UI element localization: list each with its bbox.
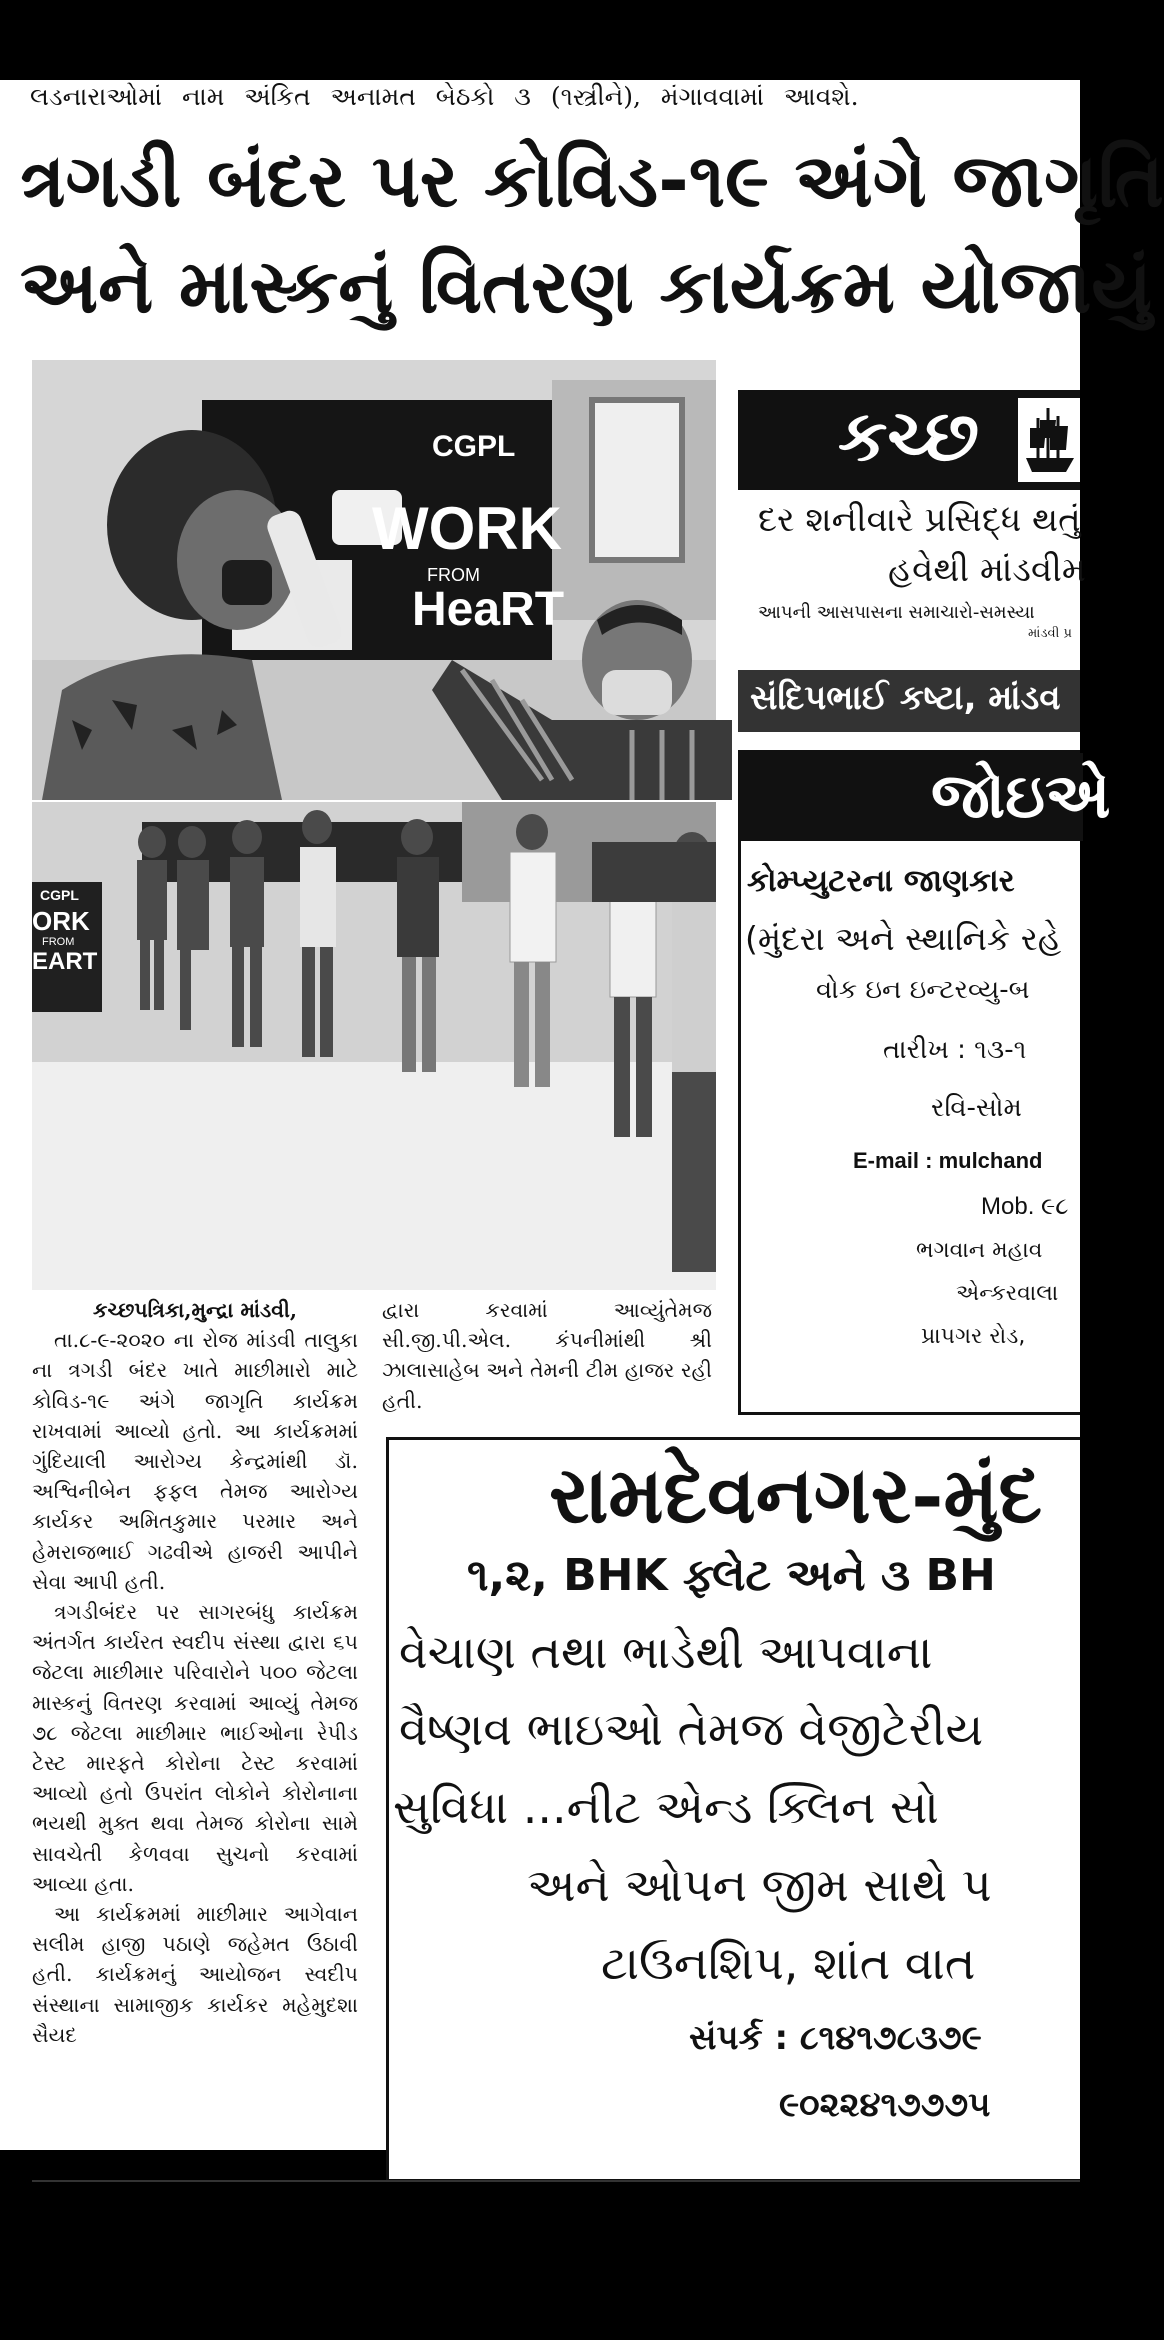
photo-mask-distribution-image [32, 802, 716, 1290]
poster-2-line-2: FROM [42, 936, 75, 948]
newspaper-page [0, 80, 1164, 2150]
article-paragraph-4: દ્વારા કરવામાં આવ્યુંતેમજ સી.જી.પી.એલ. કંપનીમાંથી શ્રી ઝાલાસાહેબ અને તેમની ટીમ હાજર રહી હતી. [382, 1298, 712, 1413]
job-line-2: (મુંદરા અને સ્થાનિકે રહે [745, 919, 1062, 958]
page-bottom-rule [32, 2180, 1080, 2182]
ramdev-line-2: વેચાણ તથા ભાડેથી આપવાના [399, 1625, 933, 1679]
job-address-3: પ્રાપગર રોડ, [921, 1324, 1026, 1349]
job-title: જોઇએ [931, 759, 1111, 832]
headline-line-1: ત્રગડી બંદર પર કોવિડ-૧૯ અંગે જાગૃતિ [20, 138, 1164, 224]
poster-brand-2: CGPL [40, 887, 79, 903]
poster-brand: CGPL [432, 430, 516, 463]
article-dateline: કચ્છપત્રિકા,મુન્દ્રા માંડવી, [92, 1298, 298, 1322]
kutch-line-3: આપની આસપાસના સમાચારો-સમસ્યા [758, 602, 1035, 623]
photo-mask-distribution [32, 802, 716, 1290]
photo-temperature-check-image [32, 360, 716, 800]
job-line-4: તારીખ : ૧૩-૧ [883, 1035, 1027, 1065]
poster-2-line-1: ORK [32, 906, 90, 936]
ramdevnagar-flats-ad [386, 1437, 1080, 2182]
photo-temperature-check [32, 360, 716, 800]
article-paragraph-3: આ કાર્યક્રમમાં માછીમાર આગેવાન સલીમ હાજી પઠાણે જહેમત ઉઠાવી હતી. કાર્યક્રમનું આયોજન સ્વદીપ સંસ્થાના સામાજીક કાર્યકર મહેમુદશા સૈયદ [32, 1902, 358, 2047]
previous-article-line: લડનારાઓમાં નામ અંકિત અનામત બેઠકો ૩ (૧સ્ત્રીને), મંગાવવામાં આવશે. [30, 82, 859, 111]
kutch-contact-bar [738, 670, 1080, 732]
headline-line-2: અને માસ્કનું વિતરણ કાર્યક્રમ યોજાયું [20, 244, 1152, 330]
ramdev-contact: સંપર્ક : ૮૧૪૧૭૮૩૭૯ [689, 2018, 982, 2058]
ramdev-line-6: ટાઉનશિપ, શાંત વાત [601, 1936, 976, 1990]
kutch-line-2: હવેથી માંડવીમ [888, 550, 1086, 590]
ramdev-title: રામદેવનગર-મુંદ [549, 1450, 1043, 1541]
job-line-3: વોક ઇન ઇન્ટરવ્યુ-બ [816, 975, 1030, 1005]
ramdev-line-3: વૈષ્ણવ ભાઇઓ તેમજ વેજીટેરીય [399, 1702, 984, 1756]
kutch-line-1: દર શનીવારે પ્રસિદ્ધ થતું [758, 500, 1081, 540]
kutch-contact: સંદિપભાઈ કષ્ટા, માંડવ [750, 678, 1061, 718]
ramdev-line-5: અને ઓપન જીમ સાથે પ [527, 1858, 992, 1912]
kutch-line-4: માંડવી પ્ર [1028, 626, 1072, 641]
kutch-title: કચ્છ [838, 395, 980, 477]
job-address-2: એન્કરવાલા [956, 1281, 1059, 1306]
article-paragraph-1: તા.૮-૯-૨૦૨૦ ના રોજ માંડવી તાલુકા ના ત્રગડી બંદર ખાતે માછીમારો માટે કોવિડ-૧૯ અંગે જાગૃતિ કાર્યક્રમ રાખવામાં આવ્યો હતો. આ કાર્યક્રમમાં ગુંદિયાલી આરોગ્ય કેન્દ્રમાંથી ડૉ. અશ્વિનીબેન ફફલ તેમજ આરોગ્ય કાર્યકર અમિતકુમાર પરમાર અને હેમરાજભાઈ ગઢવીએ હાજરી આપીને સેવા આપી હતી. [32, 1328, 358, 1594]
poster-line-2: FROM [427, 565, 480, 585]
job-line-5: રવિ-સોમ [931, 1093, 1022, 1123]
ramdev-line-1: ૧,૨, BHK ફ્લેટ અને ૩ BH [467, 1550, 996, 1601]
ramdev-line-4: સુવિધા ...નીટ એન્ડ ક્લિન સો [393, 1780, 939, 1834]
ship-logo-icon [1018, 398, 1080, 482]
kutch-newspaper-ad [738, 390, 1086, 641]
job-email: E-mail : mulchand [853, 1148, 1043, 1173]
ramdev-phone-2: ૯૦૨૨૪૧૭૭૭૫ [779, 2085, 991, 2125]
poster-line-1: WORK [372, 495, 562, 562]
job-address-1: ભગવાન મહાવ [916, 1238, 1043, 1263]
article-column-2 [382, 1295, 712, 1416]
poster-2-line-3: EART [32, 948, 98, 975]
article-column-1 [32, 1295, 358, 2050]
poster-line-3: HeaRT [412, 583, 565, 636]
article-paragraph-2: ત્રગડીબંદર પર સાગરબંધુ કાર્યક્રમ અંતર્ગત કાર્યરત સ્વદીપ સંસ્થા દ્વારા ૬૫ જેટલા માછીમાર પરિવારોને ૫૦૦ જેટલા માસ્કનું વિતરણ કરવામાં આવ્યું તેમજ ૭૮ જેટલા માછીમાર ભાઈઓના રેપીડ ટેસ્ટ મારફતે કોરોના ટેસ્ટ કરવામાં આવ્યો હતો ઉપરાંત લોકોને કોરોનાના ભયથી મુક્ત થવા તેમજ કોરોના સામે સાવચેતી કેળવવા સુચનો કરવામાં આવ્યા હતા. [32, 1600, 358, 1896]
job-line-1: કોમ્પ્યુટરના જાણકાર [747, 863, 1015, 899]
job-wanted-ad [738, 750, 1111, 1415]
job-mobile: Mob. ૯૮ [981, 1193, 1069, 1220]
